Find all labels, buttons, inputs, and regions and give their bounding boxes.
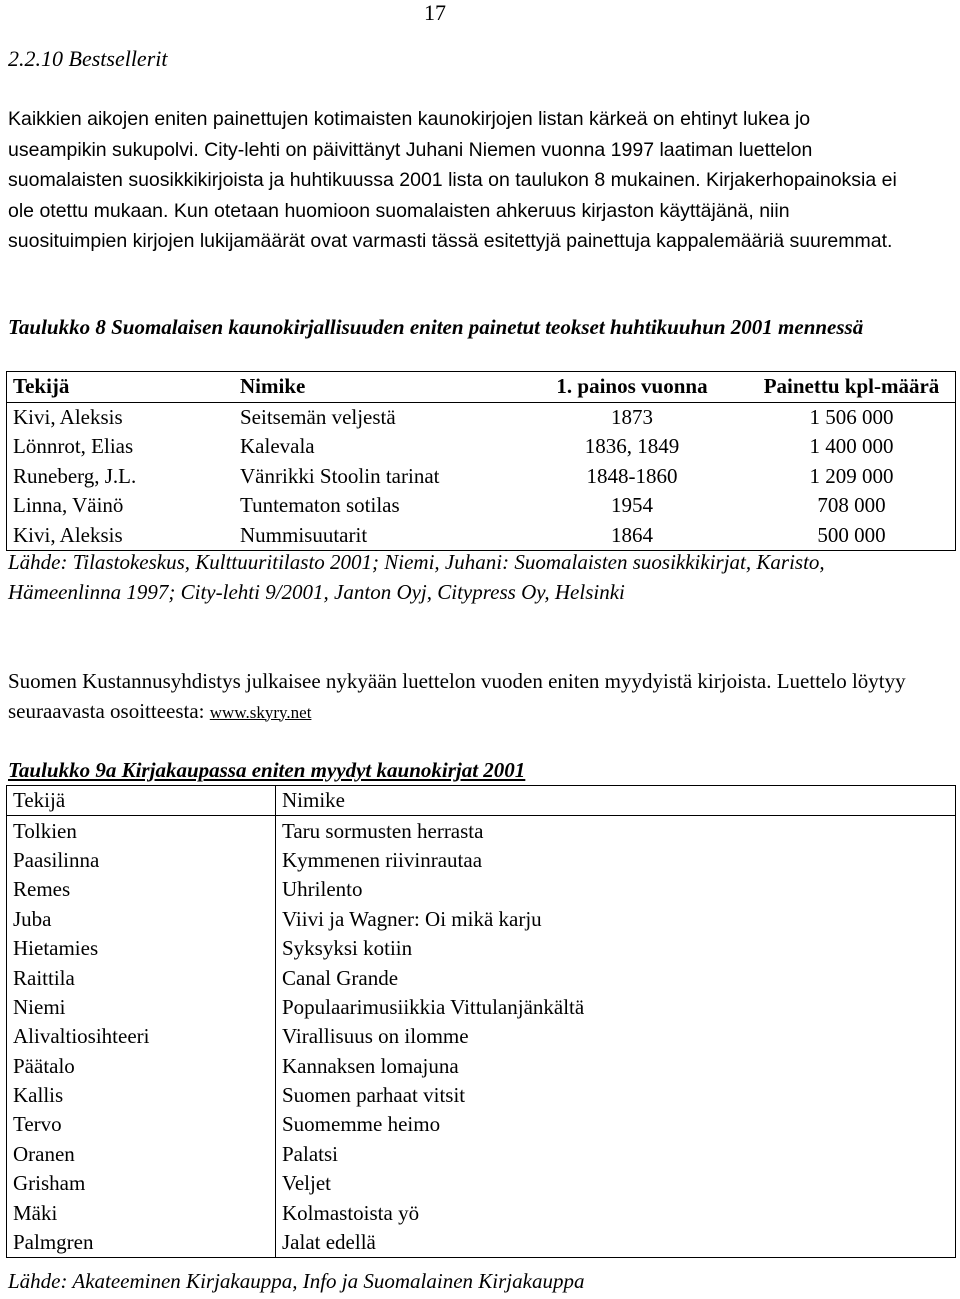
title-cell: Suomen parhaat vitsit: [282, 1083, 466, 1108]
title-cell: Canal Grande: [282, 965, 399, 990]
table9: [6, 785, 956, 1258]
title-cell: Populaarimusiikkia Vittulanjänkältä: [282, 994, 585, 1019]
count-cell: 1 209 000: [809, 463, 894, 488]
year-cell: 1848-1860: [586, 463, 678, 488]
table-row: [7, 993, 956, 1022]
author-cell: Juba: [7, 905, 276, 934]
table-row: [7, 1052, 956, 1081]
author-cell: Kivi, Aleksis: [13, 522, 123, 547]
author-cell: Lönnrot, Elias: [13, 434, 134, 459]
table-row: [7, 432, 956, 462]
table-row: [7, 816, 956, 846]
title-cell: Jalat edellä: [282, 1230, 376, 1255]
header-cell: 1. painos vuonna: [516, 372, 748, 403]
table9-caption: Taulukko 9a Kirjakaupassa eniten myydyt kaunokirjat 2001: [8, 758, 526, 782]
title-cell: Virallisuus on ilomme: [282, 1024, 469, 1049]
author-cell: Palmgren: [7, 1228, 276, 1258]
author-cell: Niemi: [7, 993, 276, 1022]
count-cell: 1 506 000: [809, 404, 894, 429]
table-row: [7, 963, 956, 992]
author-cell: Remes: [7, 875, 276, 904]
title-cell: Kymmenen riivinrautaa: [282, 847, 483, 872]
header-cell: Tekijä: [7, 372, 235, 403]
title-cell: Taru sormusten herrasta: [282, 818, 484, 843]
table-row: [7, 1198, 956, 1227]
author-cell: Mäki: [7, 1198, 276, 1227]
skyry-link[interactable]: www.skyry.net: [209, 702, 312, 722]
count-cell: 1 400 000: [809, 434, 894, 459]
page-number: 17: [424, 0, 446, 25]
table8-caption: Taulukko 8 Suomalaisen kaunokirjallisuuden eniten painetut teokset huhtikuuhun 2001 mennessä: [8, 315, 864, 339]
title-cell: Viivi ja Wagner: Oi mikä karju: [282, 906, 542, 931]
table8-source: Lähde: Tilastokeskus, Kulttuuritilasto 2001; Niemi, Juhani: Suomalaisten suosikkikirjat, Karisto, Hämeenlinna 1997; City-lehti 9/2001, Janton Oyj, Citypress Oy, Helsinki: [8, 550, 825, 604]
publisher-paragraph: [8, 667, 908, 727]
author-cell: Runeberg, J.L.: [13, 463, 137, 488]
author-cell: Tervo: [7, 1110, 276, 1139]
table-row: [7, 402, 956, 432]
count-cell: 500 000: [817, 522, 886, 547]
title-cell: Kalevala: [240, 434, 315, 459]
table-row: [7, 1228, 956, 1258]
author-cell: Raittila: [7, 963, 276, 992]
table-row: [7, 462, 956, 492]
author-cell: Tolkien: [7, 816, 276, 846]
table9-source: Lähde: Akateeminen Kirjakauppa, Info ja Suomalainen Kirjakauppa: [8, 1269, 585, 1293]
publisher-text: Suomen Kustannusyhdistys julkaisee nykyään luettelon vuoden eniten myydyistä kirjoista. Luettelo löytyy seuraavasta osoitteesta:: [8, 669, 906, 723]
year-cell: 1864: [611, 522, 653, 547]
title-cell: Palatsi: [282, 1141, 338, 1166]
table-row: [7, 875, 956, 904]
author-cell: Linna, Väinö: [13, 493, 124, 518]
year-cell: 1873: [611, 404, 653, 429]
table-row: [7, 521, 956, 551]
header-cell: Nimike: [276, 786, 956, 816]
table8: [6, 371, 956, 551]
title-cell: Kolmastoista yö: [282, 1200, 420, 1225]
title-cell: Kannaksen lomajuna: [282, 1053, 459, 1078]
table-header-row: [7, 786, 956, 816]
title-cell: Tuntematon sotilas: [240, 493, 400, 518]
year-cell: 1954: [611, 493, 653, 518]
author-cell: Oranen: [7, 1140, 276, 1169]
table-row: [7, 846, 956, 875]
count-cell: 708 000: [817, 493, 886, 518]
title-cell: Seitsemän veljestä: [240, 404, 396, 429]
title-cell: Uhrilento: [282, 877, 363, 902]
title-cell: Vänrikki Stoolin tarinat: [240, 463, 440, 488]
table-header-row: [7, 372, 956, 403]
table-row: [7, 1022, 956, 1051]
title-cell: Veljet: [282, 1171, 331, 1196]
title-cell: Nummisuutarit: [240, 522, 368, 547]
section-title: 2.2.10 Bestsellerit: [8, 46, 168, 71]
intro-text: Kaikkien aikojen eniten painettujen kotimaisten kaunokirjojen listan kärkeä on ehtinyt lukea jo useampikin sukupolvi. City-lehti on päivittänyt Juhani Niemen vuonna 1997 laatiman luettelon suomalaisten suosikkikirjoista ja huhtikuussa 2001 lista on taulukon 8 mukainen. Kirjakerhopainoksia ei ole otettu mukaan.: [8, 108, 897, 222]
title-cell: Suomemme heimo: [282, 1112, 441, 1137]
table-row: [7, 905, 956, 934]
header-cell: Nimike: [234, 372, 516, 403]
author-cell: Kivi, Aleksis: [13, 404, 123, 429]
table-row: [7, 934, 956, 963]
table-row: [7, 1140, 956, 1169]
table-row: [7, 491, 956, 521]
intro-text-continued: Kun otetaan huomioon suomalaisten ahkeruus kirjaston käyttäjänä, niin suosituimpien kirjojen lukijamäärät ovat varmasti tässä esitettyjä painettuja kappalemääriä suuremmat.: [8, 199, 893, 252]
author-cell: Paasilinna: [7, 846, 276, 875]
title-cell: Syksyksi kotiin: [282, 936, 413, 961]
header-cell: Painettu kpl-määrä: [748, 372, 956, 403]
author-cell: Päätalo: [7, 1052, 276, 1081]
table-row: [7, 1110, 956, 1139]
intro-paragraph: [8, 104, 908, 257]
author-cell: Hietamies: [7, 934, 276, 963]
author-cell: Grisham: [7, 1169, 276, 1198]
header-cell: Tekijä: [7, 786, 276, 816]
table-row: [7, 1081, 956, 1110]
author-cell: Alivaltiosihteeri: [7, 1022, 276, 1051]
author-cell: Kallis: [7, 1081, 276, 1110]
table-row: [7, 1169, 956, 1198]
year-cell: 1836, 1849: [584, 434, 680, 459]
